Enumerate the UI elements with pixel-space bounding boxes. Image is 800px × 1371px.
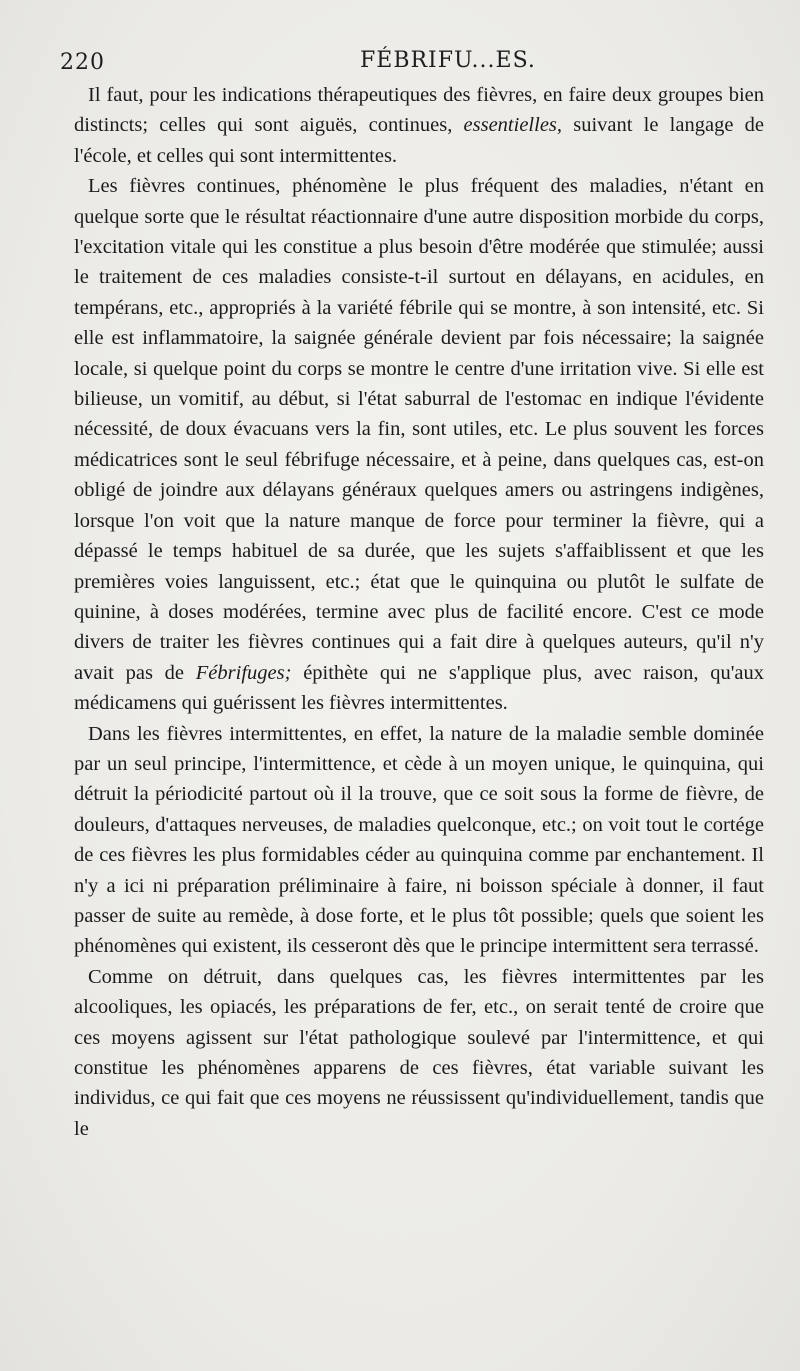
paragraph-2 (74, 171, 764, 718)
paragraph-1 (74, 80, 764, 171)
paragraph-3 (74, 719, 764, 962)
italic-segment: essentielles, (463, 114, 563, 137)
page-number: 220 (60, 50, 105, 75)
section-title: FÉBRIFU...ES. (360, 48, 536, 73)
text-segment: épithète qui ne s'applique plus, avec raison, qu'aux médicamens qui guérissent les fièvres intermittentes. (74, 661, 764, 715)
italic-segment: Fébrifuges; (195, 661, 292, 684)
body-text (74, 80, 764, 1144)
text-segment: Il faut, pour les indications thérapeutiques des fièvres, en faire deux groupes bien distincts; celles qui sont aiguës, continues, (74, 84, 764, 137)
text-segment: suivant le langage de l'école, et celles qui sont intermittentes. (74, 114, 764, 167)
running-head (60, 40, 760, 80)
paragraph-4 (74, 962, 764, 1144)
text-segment: Dans les fièvres intermittentes, en effet, la nature de la maladie semble dominée par un seul principe, l'intermittence, et cède à un moyen unique, le quinquina, qui détruit la périodicité partout où il la trouve, que ce soit sous la forme de fièvre, de douleurs, d'attaques nerveuses, de maladies quelconque, etc.; on voit tout le cortége de ces fièvres les plus formidables céder au quinquina comme par enchantement. Il n'y a ici ni préparation préliminaire à faire, ni boisson spéciale à donner, il faut passer de suite au remède, à dose forte, et le plus tôt possible; quels que soient les phénomènes qui existent, ils cesseront dès que le principe intermittent sera terrassé. (74, 722, 764, 958)
text-segment: Comme on détruit, dans quelques cas, les fièvres intermittentes par les alcooliques, les opiacés, les préparations de fer, etc., on serait tenté de croire que ces moyens agissent sur l'état pathologique soulevé par l'intermittence, et qui constitue les phénomènes apparens de ces fièvres, état variable suivant les individus, ce qui fait que ces moyens ne réussissent qu'individuellement, tandis que le (74, 965, 764, 1140)
text-segment: Les fièvres continues, phénomène le plus fréquent des maladies, n'étant en quelque sorte que le résultat réactionnaire d'une autre disposition morbide du corps, l'excitation vitale qui les constitue a plus besoin d'être modérée que stimulée; aussi le traitement de ces maladies consiste-t-il surtout en délayans, en acidules, en tempérans, etc., appropriés à la variété fébrile qui se montre, à son intensité, etc. Si elle est inflammatoire, la saignée générale devient par fois nécessaire; la saignée locale, si quelque point du corps se montre le centre d'une irritation vive. Si elle est bilieuse, un vomitif, au début, si l'état saburral de l'estomac en indique l'évidente nécessité, de doux évacuans vers la fin, sont utiles, etc. Le plus souvent les forces médicatrices sont le seul fébrifuge nécessaire, et à peine, dans quelques cas, est-on obligé de joindre aux délayans généraux quelques amers ou astringens indigènes, lorsque l'on voit que la nature manque de force pour terminer la fièvre, qui a dépassé le temps habituel de sa durée, que les sujets s'affaiblissent et que les premières voies languissent, etc.; état que le quinquina ou plutôt le sulfate de quinine, à doses modérées, termine avec plus de facilité encore. C'est ce mode divers de traiter les fièvres continues qui a fait dire à quelques auteurs, qu'il n'y avait pas de (74, 175, 764, 684)
